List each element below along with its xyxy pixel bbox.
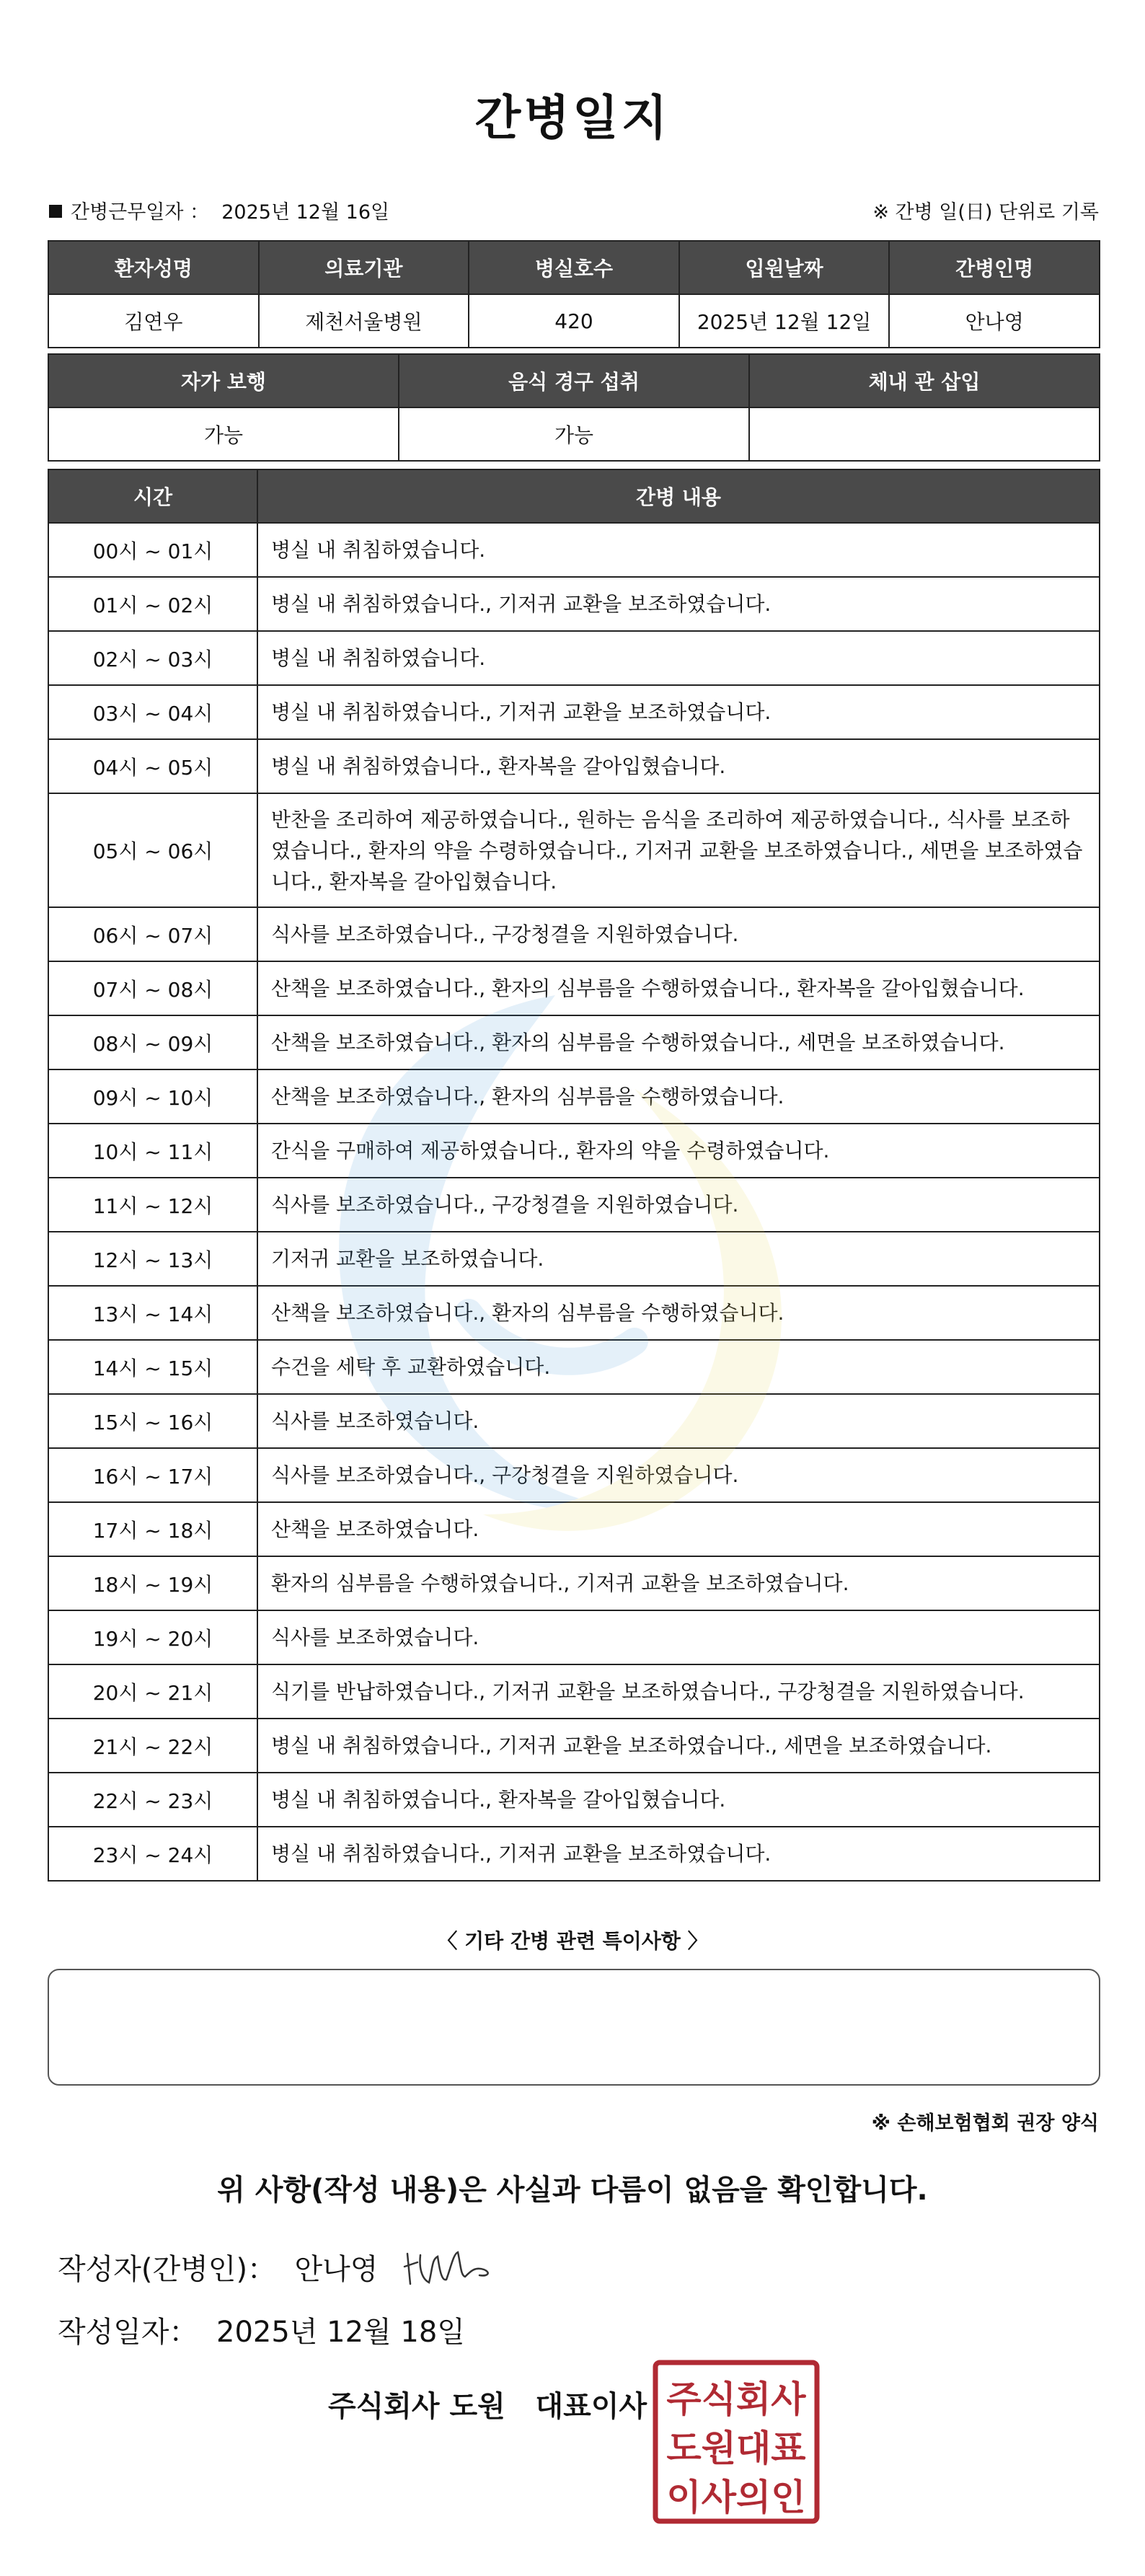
log-content: 식사를 보조하였습니다. — [257, 1394, 1100, 1448]
writer-line — [58, 2246, 378, 2288]
seal-line-1: 주식회사 — [666, 2378, 806, 2420]
log-content: 산책을 보조하였습니다., 환자의 심부름을 수행하였습니다., 환자복을 갈아입혔습니다. — [257, 961, 1100, 1015]
patient-info-table — [48, 240, 1100, 348]
work-date-label: 간병근무일자 ： — [71, 201, 210, 224]
log-row — [48, 1286, 1100, 1340]
header-admission-date: 입원날짜 — [679, 241, 890, 294]
patient-name: 김연우 — [48, 294, 259, 348]
log-content: 식사를 보조하였습니다., 구강청결을 지원하였습니다. — [257, 1178, 1100, 1232]
log-content: 병실 내 취침하였습니다., 환자복을 갈아입혔습니다. — [257, 1773, 1100, 1827]
log-time: 19시 ~ 20시 — [48, 1610, 257, 1664]
company-name: 주식회사 도원 — [328, 2390, 505, 2423]
log-time: 01시 ~ 02시 — [48, 577, 257, 631]
log-content: 병실 내 취침하였습니다., 기저귀 교환을 보조하였습니다. — [257, 685, 1100, 739]
seal-line-2: 도원대표 — [666, 2427, 806, 2469]
log-content: 산책을 보조하였습니다. — [257, 1502, 1100, 1556]
form-source-note: ※ 손해보험협회 권장 양식 — [871, 2112, 1099, 2135]
header-self-walking: 자가 보행 — [48, 354, 399, 407]
patient-status-table — [48, 353, 1100, 462]
log-time: 02시 ~ 03시 — [48, 631, 257, 685]
write-date-line — [58, 2309, 465, 2350]
log-time: 08시 ~ 09시 — [48, 1015, 257, 1069]
log-row — [48, 1232, 1100, 1286]
log-time: 00시 ~ 01시 — [48, 523, 257, 577]
log-content: 수건을 세탁 후 교환하였습니다. — [257, 1340, 1100, 1394]
log-time: 15시 ~ 16시 — [48, 1394, 257, 1448]
log-time: 17시 ~ 18시 — [48, 1502, 257, 1556]
log-content: 산책을 보조하였습니다., 환자의 심부름을 수행하였습니다. — [257, 1286, 1100, 1340]
log-content: 병실 내 취침하였습니다. — [257, 523, 1100, 577]
log-time: 12시 ~ 13시 — [48, 1232, 257, 1286]
caregiver-name: 안나영 — [889, 294, 1100, 348]
log-time: 10시 ~ 11시 — [48, 1124, 257, 1178]
document-title: 간병일지 — [474, 90, 671, 146]
log-row — [48, 685, 1100, 739]
care-log-table — [48, 469, 1100, 1882]
log-time: 22시 ~ 23시 — [48, 1773, 257, 1827]
log-time: 18시 ~ 19시 — [48, 1556, 257, 1610]
header-caregiver: 간병인명 — [889, 241, 1100, 294]
log-row — [48, 793, 1100, 907]
header-room: 병실호수 — [469, 241, 679, 294]
work-date-value: 2025년 12월 16일 — [221, 201, 390, 224]
log-content: 식사를 보조하였습니다., 구강청결을 지원하였습니다. — [257, 907, 1100, 961]
square-bullet-icon — [49, 205, 62, 218]
log-content: 병실 내 취침하였습니다., 기저귀 교환을 보조하였습니다. — [257, 1827, 1100, 1881]
log-time: 14시 ~ 15시 — [48, 1340, 257, 1394]
log-content: 산책을 보조하였습니다., 환자의 심부름을 수행하였습니다., 세면을 보조하였습니다. — [257, 1015, 1100, 1069]
confirmation-statement: 위 사항(작성 내용)은 사실과 다름이 없음을 확인합니다. — [217, 2174, 928, 2207]
ceo-title: 대표이사 — [535, 2390, 647, 2423]
log-row — [48, 961, 1100, 1015]
log-row — [48, 523, 1100, 577]
log-row — [48, 1448, 1100, 1502]
writer-name: 안나영 — [294, 2253, 379, 2286]
log-time: 23시 ~ 24시 — [48, 1827, 257, 1881]
record-note: ※ 간병 일(日) 단위로 기록 — [872, 201, 1099, 224]
log-time: 04시 ~ 05시 — [48, 739, 257, 793]
hospital-name: 제천서울병원 — [259, 294, 469, 348]
header-patient-name: 환자성명 — [48, 241, 259, 294]
log-row — [48, 1015, 1100, 1069]
log-time: 20시 ~ 21시 — [48, 1664, 257, 1719]
company-line — [328, 2383, 647, 2425]
log-row — [48, 1069, 1100, 1124]
log-time: 07시 ~ 08시 — [48, 961, 257, 1015]
log-content: 병실 내 취침하였습니다., 환자복을 갈아입혔습니다. — [257, 739, 1100, 793]
log-time: 11시 ~ 12시 — [48, 1178, 257, 1232]
admission-date: 2025년 12월 12일 — [679, 294, 890, 348]
log-row — [48, 631, 1100, 685]
log-content: 산책을 보조하였습니다., 환자의 심부름을 수행하였습니다. — [257, 1069, 1100, 1124]
oral-intake-value: 가능 — [399, 407, 749, 461]
log-row — [48, 907, 1100, 961]
header-time: 시간 — [48, 469, 257, 523]
log-row — [48, 577, 1100, 631]
header-hospital: 의료기관 — [259, 241, 469, 294]
log-row — [48, 1827, 1100, 1881]
seal-line-3: 이사의인 — [666, 2476, 806, 2518]
company-seal-stamp — [651, 2358, 821, 2526]
room-number: 420 — [469, 294, 679, 348]
handwritten-signature — [400, 2239, 501, 2293]
log-time: 03시 ~ 04시 — [48, 685, 257, 739]
log-time: 13시 ~ 14시 — [48, 1286, 257, 1340]
log-content: 병실 내 취침하였습니다., 기저귀 교환을 보조하였습니다. — [257, 577, 1100, 631]
tube-insertion-value — [749, 407, 1100, 461]
log-row — [48, 1124, 1100, 1178]
log-time: 06시 ~ 07시 — [48, 907, 257, 961]
log-row — [48, 1556, 1100, 1610]
log-row — [48, 1340, 1100, 1394]
log-content: 식사를 보조하였습니다., 구강청결을 지원하였습니다. — [257, 1448, 1100, 1502]
log-content: 기저귀 교환을 보조하였습니다. — [257, 1232, 1100, 1286]
log-time: 16시 ~ 17시 — [48, 1448, 257, 1502]
notes-box — [48, 1969, 1100, 2086]
write-date-label: 작성일자： — [58, 2316, 198, 2349]
work-date — [49, 196, 389, 224]
log-content: 병실 내 취침하였습니다. — [257, 631, 1100, 685]
log-content: 간식을 구매하여 제공하였습니다., 환자의 약을 수령하였습니다. — [257, 1124, 1100, 1178]
log-row — [48, 1719, 1100, 1773]
write-date-value: 2025년 12월 18일 — [216, 2316, 465, 2349]
writer-label: 작성자(간병인)： — [58, 2253, 277, 2286]
log-row — [48, 1178, 1100, 1232]
log-content: 식사를 보조하였습니다. — [257, 1610, 1100, 1664]
log-time: 21시 ~ 22시 — [48, 1719, 257, 1773]
log-row — [48, 1502, 1100, 1556]
log-row — [48, 1610, 1100, 1664]
log-row — [48, 1664, 1100, 1719]
header-care-content: 간병 내용 — [257, 469, 1100, 523]
self-walking-value: 가능 — [48, 407, 399, 461]
log-content: 병실 내 취침하였습니다., 기저귀 교환을 보조하였습니다., 세면을 보조하였습니다. — [257, 1719, 1100, 1773]
log-row — [48, 1773, 1100, 1827]
log-row — [48, 739, 1100, 793]
header-oral-intake: 음식 경구 섭취 — [399, 354, 749, 407]
log-content: 반찬을 조리하여 제공하였습니다., 원하는 음식을 조리하여 제공하였습니다., 식사를 보조하였습니다., 환자의 약을 수령하였습니다., 기저귀 교환을 보조하였습니다., 세면을 보조하였습니다., 환자복을 갈아입혔습니다. — [257, 793, 1100, 907]
log-row — [48, 1394, 1100, 1448]
header-tube-insertion: 체내 관 삽입 — [749, 354, 1100, 407]
log-time: 05시 ~ 06시 — [48, 793, 257, 907]
log-content: 환자의 심부름을 수행하였습니다., 기저귀 교환을 보조하였습니다. — [257, 1556, 1100, 1610]
log-time: 09시 ~ 10시 — [48, 1069, 257, 1124]
notes-title: 〈 기타 간병 관련 특이사항 〉 — [437, 1929, 708, 1953]
log-content: 식기를 반납하였습니다., 기저귀 교환을 보조하였습니다., 구강청결을 지원하였습니다. — [257, 1664, 1100, 1719]
